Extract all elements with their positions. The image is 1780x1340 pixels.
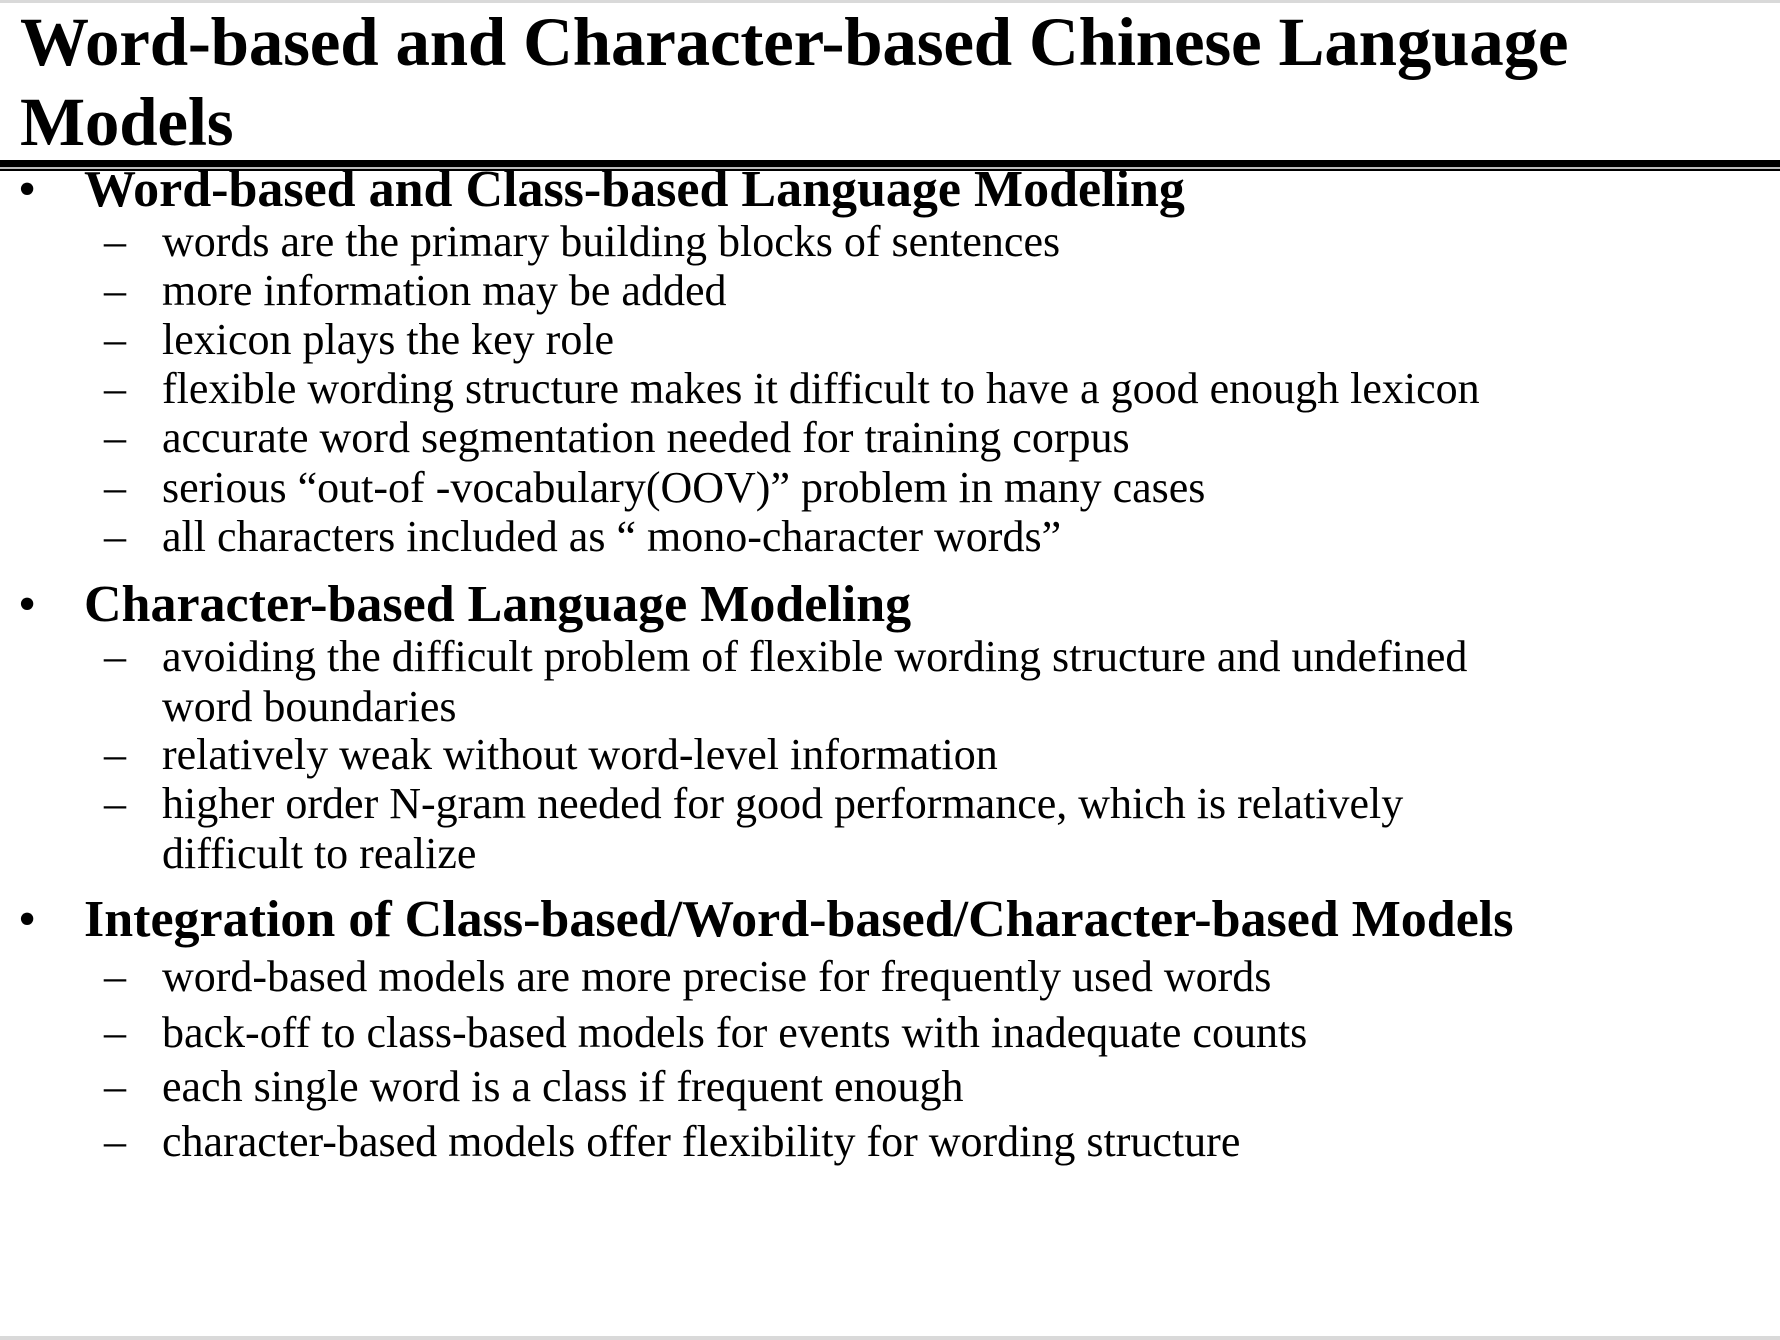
slide-title [20,2,1760,162]
dash-icon: – [104,1117,126,1166]
item-text: each single word is a class if frequent enough [162,1062,964,1111]
item-text: avoiding the difficult problem of flexible wording structure and undefined [162,632,1468,681]
heading-text: Character-based Language Modeling [84,576,912,633]
list-item [104,413,1130,463]
bullet-icon: • [18,891,37,948]
section-heading-character-based [18,575,911,635]
list-item [104,1117,1240,1167]
list-item [104,952,1271,1002]
item-text: more information may be added [162,266,727,315]
dash-icon: – [104,730,126,779]
item-text: words are the primary building blocks of sentences [162,217,1061,266]
bullet-icon: • [18,161,37,218]
dash-icon: – [104,779,126,828]
dash-icon: – [104,413,126,462]
item-text: accurate word segmentation needed for training corpus [162,413,1130,462]
list-item [104,1062,964,1112]
section-heading-word-based [18,160,1185,220]
item-text-continued: word boundaries [162,682,457,731]
dash-icon: – [104,217,126,266]
dash-icon: – [104,266,126,315]
dash-icon: – [104,463,126,512]
dash-icon: – [104,364,126,413]
list-item [104,730,998,780]
section-heading-integration [18,890,1514,950]
item-text: character-based models offer flexibility for wording structure [162,1117,1241,1166]
bullet-icon: • [18,576,37,633]
item-text: relatively weak without word-level information [162,730,998,779]
list-item [104,512,1061,562]
list-item [104,463,1205,513]
dash-icon: – [104,632,126,681]
dash-icon: – [104,315,126,364]
list-item [104,217,1060,267]
item-text: all characters included as “ mono-character words” [162,512,1062,561]
list-item [104,632,1467,732]
list-item [104,1008,1307,1058]
bottom-border [0,1336,1780,1340]
item-text-continued: difficult to realize [162,829,477,878]
list-item [104,266,726,316]
dash-icon: – [104,1062,126,1111]
item-text: lexicon plays the key role [162,315,615,364]
dash-icon: – [104,952,126,1001]
item-text: back-off to class-based models for events with inadequate counts [162,1008,1308,1057]
dash-icon: – [104,1008,126,1057]
list-item [104,315,614,365]
title-line-1: Word-based and Character-based Chinese Language [20,4,1569,80]
heading-text: Integration of Class-based/Word-based/Character-based Models [84,891,1514,948]
item-text: higher order N-gram needed for good performance, which is relatively [162,779,1404,828]
list-item [104,779,1403,879]
title-line-2: Models [20,84,234,160]
item-text: serious “out-of -vocabulary(OOV)” problem in many cases [162,463,1206,512]
heading-text: Word-based and Class-based Language Modeling [84,161,1185,218]
item-text: word-based models are more precise for frequently used words [162,952,1272,1001]
list-item [104,364,1480,414]
item-text: flexible wording structure makes it difficult to have a good enough lexicon [162,364,1480,413]
dash-icon: – [104,512,126,561]
